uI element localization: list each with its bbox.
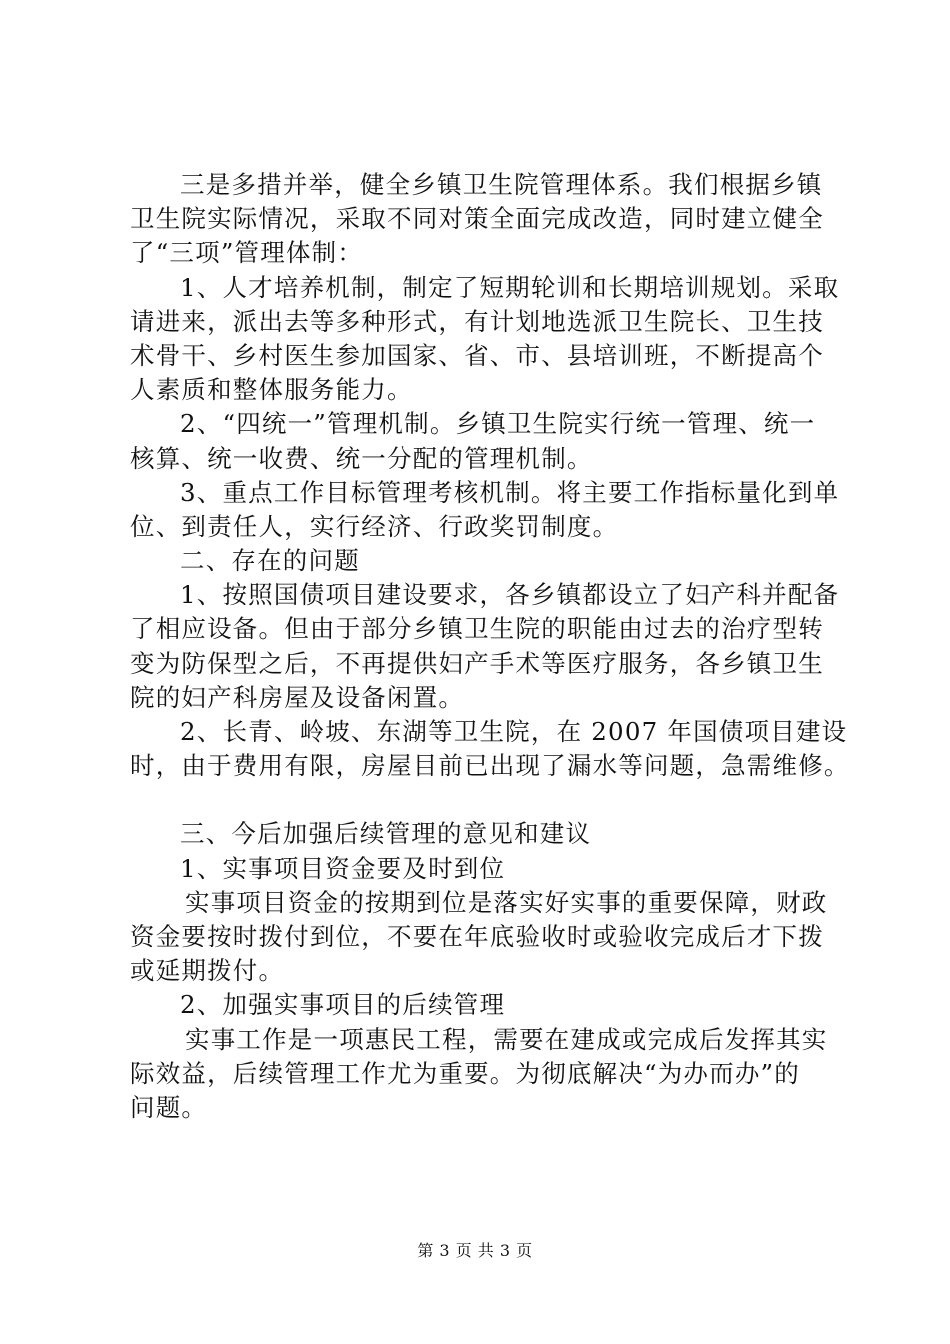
section-heading: 三、今后加强后续管理的意见和建议: [180, 819, 592, 849]
paragraph-line: 问题。: [130, 1092, 208, 1122]
paragraph-line: 术骨干、乡村医生参加国家、省、市、县培训班，不断提高个: [130, 340, 824, 370]
paragraph-line: 位、到责任人，实行经济、行政奖罚制度。: [130, 511, 619, 541]
paragraph-line: 三是多措并举，健全乡镇卫生院管理体系。我们根据乡镇: [180, 170, 823, 199]
paragraph-line: 2、“四统一”管理机制。乡镇卫生院实行统一管理、统一: [180, 409, 816, 439]
subsection-heading: 2、加强实事项目的后续管理: [180, 990, 506, 1020]
paragraph-line: 时，由于费用有限，房屋目前已出现了漏水等问题，急需维修。: [130, 751, 850, 781]
paragraph-line: 核算、统一收费、统一分配的管理机制。: [130, 443, 593, 473]
paragraph-line: 实事工作是一项惠民工程，需要在建成或完成后发挥其实: [185, 1024, 828, 1054]
paragraph-line: 3、重点工作目标管理考核机制。将主要工作指标量化到单: [180, 477, 840, 507]
paragraph-line: 院的妇产科房屋及设备闲置。: [130, 682, 465, 712]
paragraph-line: 1、按照国债项目建设要求，各乡镇都设立了妇产科并配备: [180, 580, 840, 610]
paragraph-line: 了相应设备。但由于部分乡镇卫生院的职能由过去的治疗型转: [130, 614, 824, 644]
subsection-heading: 1、实事项目资金要及时到位: [180, 853, 506, 883]
paragraph-line: 2、长青、岭坡、东湖等卫生院，在 2007 年国债项目建设: [180, 717, 848, 746]
paragraph-line: 人素质和整体服务能力。: [130, 375, 413, 405]
paragraph-line: 1、人才培养机制，制定了短期轮训和长期培训规划。采取: [180, 272, 840, 302]
paragraph-line: 卫生院实际情况，采取不同对策全面完成改造，同时建立健全: [130, 204, 824, 234]
section-heading: 二、存在的问题: [180, 546, 360, 576]
paragraph-line: 资金要按时拨付到位，不要在年底验收时或验收完成后才下拨: [130, 921, 824, 951]
paragraph-line: 变为防保型之后，不再提供妇产手术等医疗服务，各乡镇卫生: [130, 648, 824, 678]
paragraph-line: 请进来，派出去等多种形式，有计划地选派卫生院长、卫生技: [130, 306, 824, 336]
paragraph-line: 际效益，后续管理工作尤为重要。为彻底解决“为办而办”的: [130, 1058, 800, 1088]
paragraph-line: 了“三项”管理体制：: [130, 238, 364, 268]
paragraph-line: 实事项目资金的按期到位是落实好实事的重要保障，财政: [185, 887, 828, 917]
paragraph-line: 或延期拨付。: [130, 956, 285, 986]
page-number-footer: 第 3 页 共 3 页: [417, 1241, 533, 1260]
blank-line: [130, 783, 830, 817]
document-body: [130, 168, 850, 1125]
